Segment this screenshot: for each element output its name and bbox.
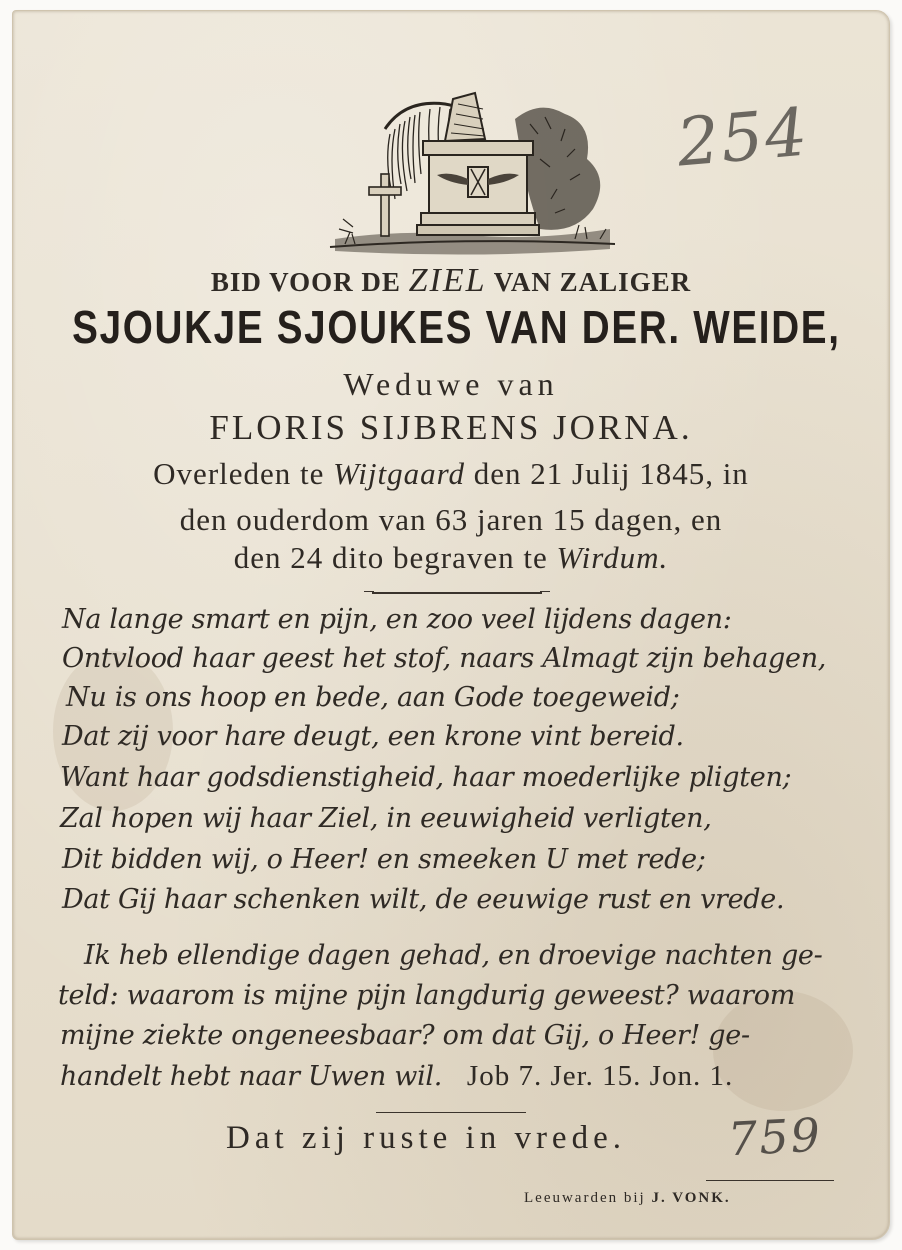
handwritten-number-bottom: 759 [726,1107,824,1167]
heading-suffix: VAN ZALIGER [486,267,692,297]
husband-name: FLORIS SIJBRENS JORNA. [209,408,693,447]
death-line-1 [0,456,902,492]
poem-line: Ontvlood haar geest het stof, naars Almagt zijn behagen, [62,643,827,674]
printer-location: Leeuwarden bij [524,1190,652,1206]
death-line-2: den ouderdom van 63 jaren 15 dagen, en [179,502,723,537]
printer-rule [706,1180,834,1181]
printer-imprint [524,1190,731,1207]
poem-line: Dat zij voor hare deugt, een krone vint bereid. [62,721,684,752]
heading-prefix: BID VOOR DE [210,267,409,297]
poem-line: Dit bidden wij, o Heer! en smeeken U met rede; [62,844,706,875]
death-line-1-start: Overleden te [153,456,334,491]
scripture-quote-line: Ik heb ellendige dagen gehad, en droevige nachten ge- [84,940,823,971]
death-place: Wijtgaard [333,456,466,491]
scripture-quote-line: teld: waarom is mijne pijn langdurig geweest? waarom [58,980,796,1011]
death-line-3 [0,540,902,576]
burial-text: den 24 dito begraven te [233,540,557,575]
scripture-quote-end: handelt hebt naar Uwen wil. [60,1061,443,1092]
widow-of-label: Weduwe van [343,366,559,402]
poem-line: Want haar godsdienstigheid, haar moederlijke pligten; [60,762,792,793]
ornamental-divider [372,592,542,594]
heading-line [0,262,902,300]
heading-ziel: ZIEL [408,262,487,299]
burial-place: Wirdum. [556,540,669,575]
poem-line: Dat Gij haar schenken wilt, de eeuwige rust en vrede. [62,884,785,915]
handwritten-number-top: 254 [673,93,813,182]
tomb-vignette-image [325,79,615,264]
poem-line: Zal hopen wij haar Ziel, in eeuwigheid verligten, [60,803,712,834]
scripture-quote-line: mijne ziekte ongeneesbaar? om dat Gij, o Heer! ge- [60,1020,750,1051]
closing-blessing: Dat zij ruste in vrede. [226,1120,626,1156]
poem-line: Nu is ons hoop en bede, aan Gode toegeweid; [66,682,680,713]
divider-line [376,1112,526,1113]
deceased-name: SJOUKJE SJOUKES VAN DER. WEIDE, [72,301,841,353]
printer-name: J. VONK. [651,1190,731,1206]
scripture-quote-line [60,1060,850,1093]
poem-line: Na lange smart en pijn, en zoo veel lijdens dagen: [62,604,732,635]
scripture-references: Job 7. Jer. 15. Jon. 1. [466,1060,734,1092]
death-line-1-end: den 21 Julij 1845, in [465,456,749,491]
